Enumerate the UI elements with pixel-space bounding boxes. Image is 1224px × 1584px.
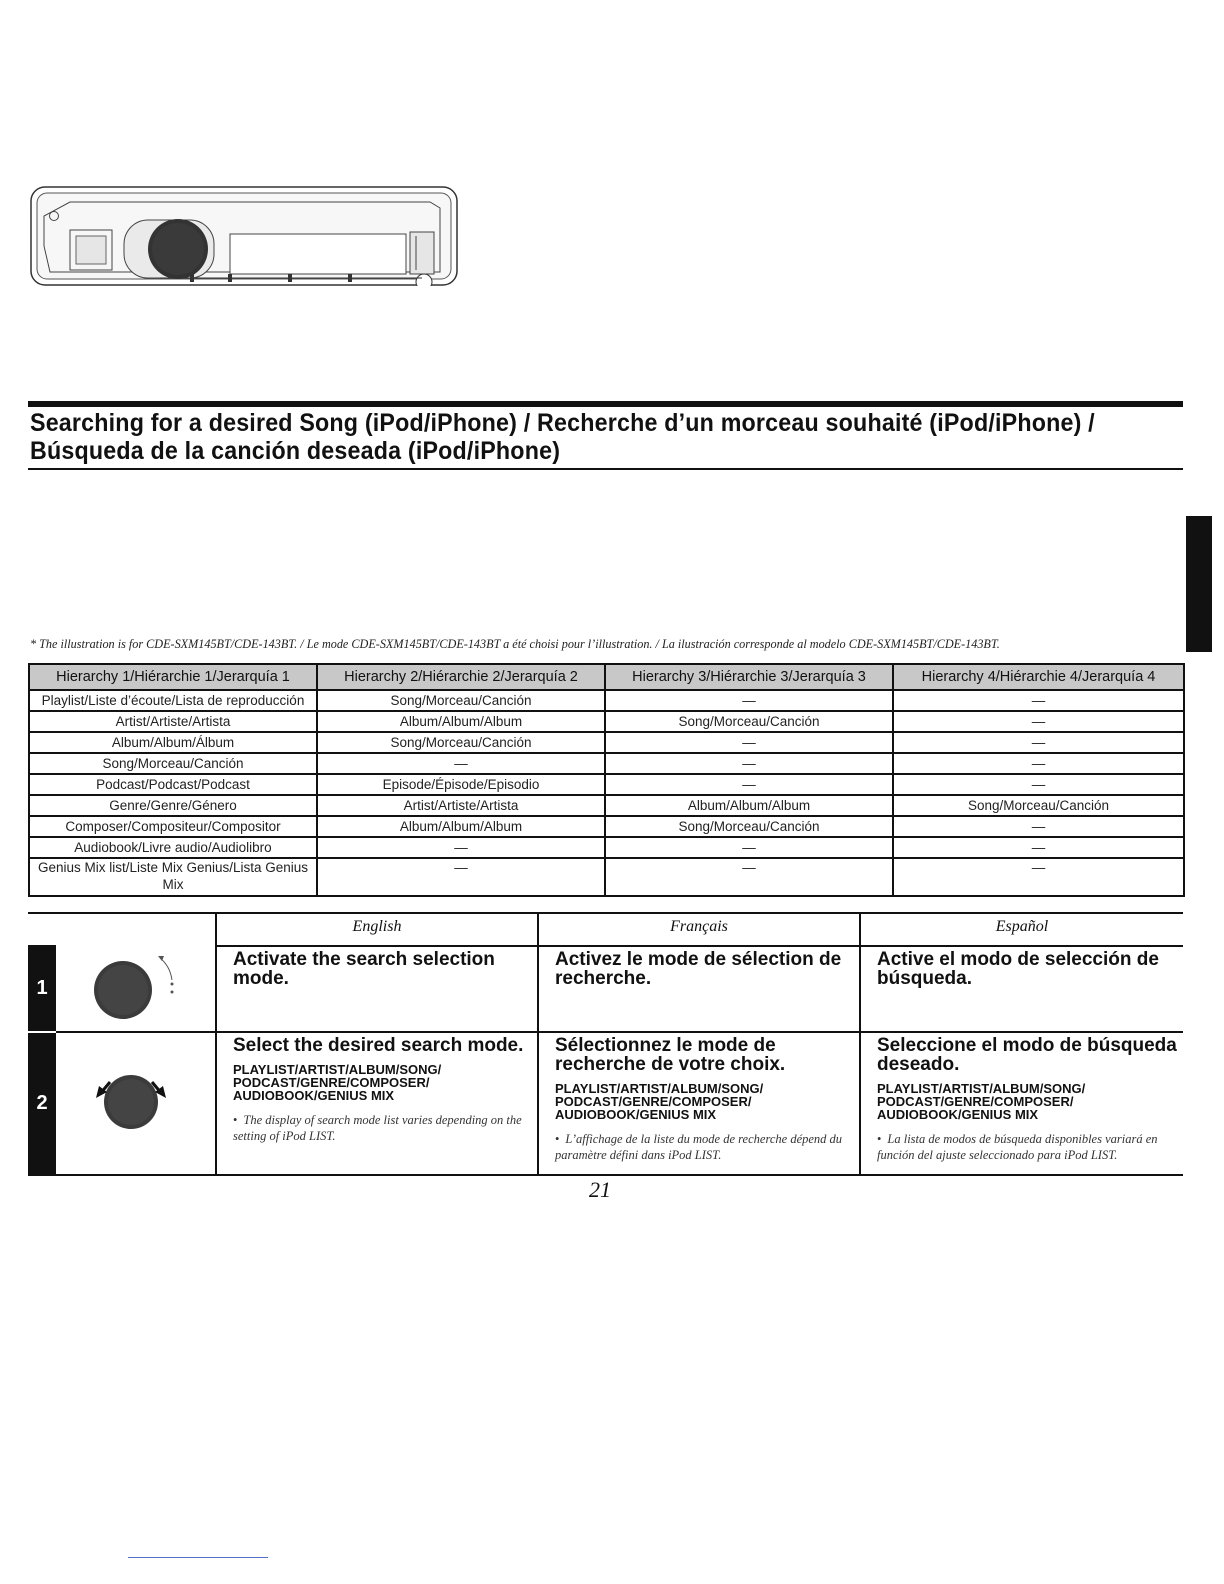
table-cell: — [893, 774, 1184, 795]
table-cell: Artist/Artiste/Artista [29, 711, 317, 732]
step-2-french-heading: Sélectionnez le mode de recherche de votre choix. [555, 1035, 786, 1075]
step-2-spanish-options: PLAYLIST/ARTIST/ALBUM/SONG/ PODCAST/GENRE/COMPOSER/ AUDIOBOOK/GENIUS MIX [877, 1081, 1086, 1122]
steps-col-rule [215, 912, 217, 1174]
table-cell: Song/Morceau/Canción [893, 795, 1184, 816]
table-cell: — [317, 753, 605, 774]
table-header-row [29, 664, 1184, 690]
step-2-spanish-heading: Seleccione el modo de búsqueda deseado. [877, 1035, 1177, 1075]
table-row [29, 711, 1184, 732]
table-row [29, 732, 1184, 753]
column-header: Hierarchy 1/Hiérarchie 1/Jerarquía 1 [29, 664, 317, 690]
title-rule-top [28, 401, 1183, 407]
step-2-english-note: • The display of search mode list varies depending on the setting of iPod LIST. [233, 1113, 522, 1143]
table-cell: Song/Morceau/Canción [605, 711, 893, 732]
table-cell: Audiobook/Livre audio/Audiolibro [29, 837, 317, 858]
table-cell: Song/Morceau/Canción [29, 753, 317, 774]
table-cell: — [893, 837, 1184, 858]
table-cell: — [893, 816, 1184, 837]
column-header: Hierarchy 4/Hiérarchie 4/Jerarquía 4 [893, 664, 1184, 690]
step-number-2: 2 [28, 1033, 56, 1174]
steps-rule-top [28, 912, 1183, 914]
table-row [29, 690, 1184, 711]
column-header: Hierarchy 3/Hiérarchie 3/Jerarquía 3 [605, 664, 893, 690]
table-cell: Podcast/Podcast/Podcast [29, 774, 317, 795]
table-cell: — [605, 690, 893, 711]
table-cell: Artist/Artiste/Artista [317, 795, 605, 816]
step-1-english-heading: Activate the search selection mode. [233, 949, 495, 989]
footer-link-underline [128, 1557, 268, 1558]
table-row [29, 795, 1184, 816]
head-unit-illustration [30, 186, 458, 286]
illustration-note: * The illustration is for CDE-SXM145BT/CDE-143BT. / Le mode CDE-SXM145BT/CDE-143BT a été choisi pour l’illustration. / La ilustración corresponde al modelo CDE-SXM145BT/CDE-143BT. [30, 637, 1000, 651]
steps-rule-lang [216, 945, 1183, 947]
step-2-illustration [88, 1062, 198, 1142]
steps-rule-mid [56, 1031, 1183, 1033]
steps-col-rule [537, 912, 539, 1174]
table-row [29, 753, 1184, 774]
page-number: 21 [589, 1177, 611, 1202]
table-cell: Song/Morceau/Canción [317, 690, 605, 711]
table-cell: — [893, 753, 1184, 774]
table-cell: — [893, 858, 1184, 896]
table-cell: Song/Morceau/Canción [317, 732, 605, 753]
language-header-english: English [352, 918, 402, 935]
page-title: Searching for a desired Song (iPod/iPhone) / Recherche d’un morceau souhaité (iPod/iPhone) / Búsqueda de la canción deseada (iPod/iPhone) [30, 409, 1095, 465]
table-cell: Genre/Genre/Género [29, 795, 317, 816]
step-2-english-heading: Select the desired search mode. [233, 1035, 524, 1056]
table-cell: — [605, 732, 893, 753]
table-row [29, 774, 1184, 795]
table-row [29, 816, 1184, 837]
step-2-spanish-note: • La lista de modos de búsqueda disponibles variará en función del ajuste seleccionado para iPod LIST. [877, 1132, 1158, 1162]
table-cell: Episode/Épisode/Episodio [317, 774, 605, 795]
steps-rule-bottom [28, 1174, 1183, 1176]
table-cell: Album/Album/Álbum [29, 732, 317, 753]
step-1-french-heading: Activez le mode de sélection de recherche. [555, 949, 842, 989]
table-row [29, 858, 1184, 896]
table-cell: — [317, 858, 605, 896]
step-1-english [233, 950, 523, 988]
step-1-spanish [877, 950, 1177, 988]
table-cell: Song/Morceau/Canción [605, 816, 893, 837]
step-2-english [233, 1036, 533, 1144]
table-cell: — [605, 858, 893, 896]
table-cell: Genius Mix list/Liste Mix Genius/Lista Genius Mix [29, 858, 317, 896]
table-cell: — [605, 774, 893, 795]
table-cell: Composer/Compositeur/Compositor [29, 816, 317, 837]
column-header: Hierarchy 2/Hiérarchie 2/Jerarquía 2 [317, 664, 605, 690]
table-cell: — [605, 837, 893, 858]
table-cell: Playlist/Liste d’écoute/Lista de reproducción [29, 690, 317, 711]
language-header-french: Français [670, 918, 728, 935]
step-2-french [555, 1036, 855, 1163]
steps-col-rule [859, 912, 861, 1174]
table-cell: Album/Album/Album [605, 795, 893, 816]
table-cell: — [605, 753, 893, 774]
table-cell: — [893, 711, 1184, 732]
section-tab-marker [1186, 516, 1212, 652]
table-cell: Album/Album/Album [317, 816, 605, 837]
table-cell: — [317, 837, 605, 858]
steps-table [28, 912, 1183, 1182]
language-header-spanish: Español [995, 918, 1049, 935]
step-1-french [555, 950, 850, 988]
hierarchy-table [28, 663, 1185, 897]
step-2-french-options: PLAYLIST/ARTIST/ALBUM/SONG/ PODCAST/GENRE/COMPOSER/ AUDIOBOOK/GENIUS MIX [555, 1081, 764, 1122]
step-1-illustration [88, 948, 188, 1028]
table-row [29, 837, 1184, 858]
step-number-1: 1 [28, 945, 56, 1031]
step-1-spanish-heading: Active el modo de selección de búsqueda. [877, 949, 1159, 989]
step-2-english-options: PLAYLIST/ARTIST/ALBUM/SONG/ PODCAST/GENRE/COMPOSER/ AUDIOBOOK/GENIUS MIX [233, 1062, 442, 1103]
title-rule-bottom [28, 468, 1183, 470]
step-2-spanish [877, 1036, 1177, 1163]
step-2-french-note: • L’affichage de la liste du mode de recherche dépend du paramètre défini dans iPod LIST. [555, 1132, 843, 1162]
table-cell: Album/Album/Album [317, 711, 605, 732]
table-cell: — [893, 690, 1184, 711]
table-cell: — [893, 732, 1184, 753]
